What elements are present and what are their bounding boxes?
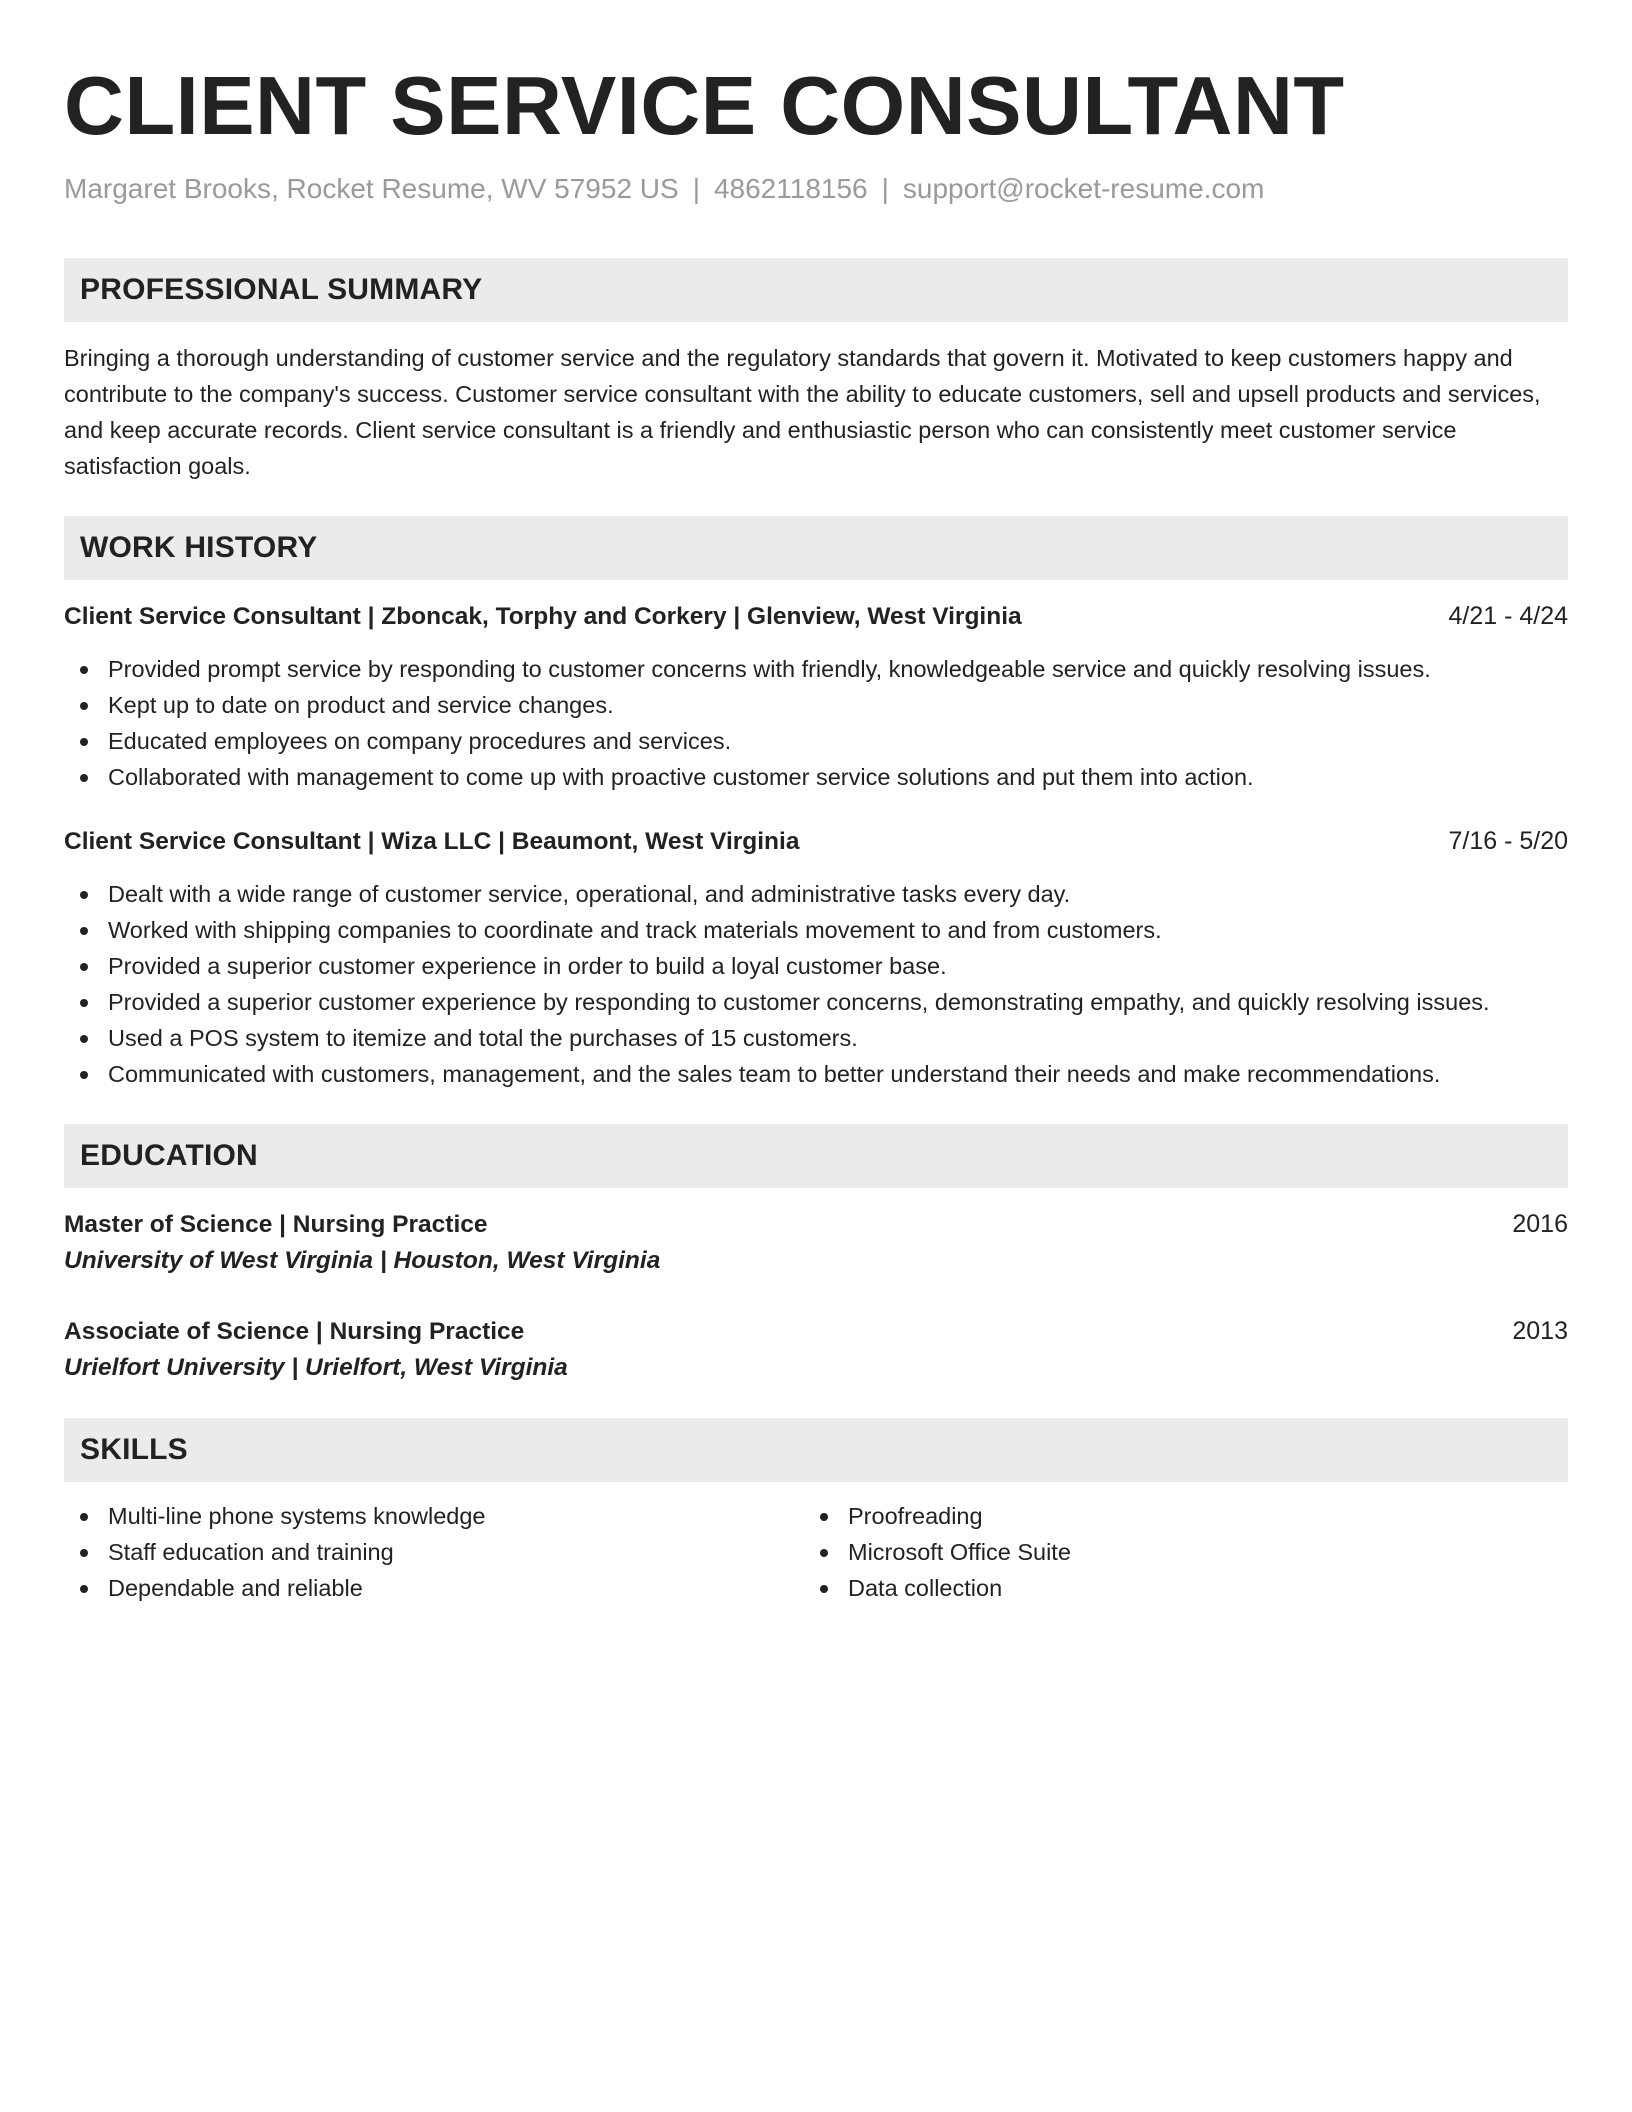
job-bullet-list: [64, 651, 1568, 795]
bullet-text: Worked with shipping companies to coordinate and track materials movement to and from customers.: [108, 917, 1162, 943]
skills-list-left: [64, 1498, 804, 1606]
job-title: Client Service Consultant | Zboncak, Torphy and Corkery | Glenview, West Virginia: [64, 603, 1022, 630]
degree-title: Associate of Science | Nursing Practice: [64, 1318, 525, 1345]
degree-header: [64, 1206, 1568, 1243]
job-bullet: [64, 687, 1568, 723]
bullet-text: Provided prompt service by responding to customer concerns with friendly, knowledgeable service and quickly resolving issues.: [108, 656, 1431, 682]
contact-separator: |: [881, 173, 889, 204]
job-bullet: [64, 723, 1568, 759]
job-dates: 7/16 - 5/20: [1448, 827, 1568, 855]
bullet-icon: [80, 1035, 88, 1043]
school-name: University of West Virginia | Houston, West Virginia: [64, 1247, 661, 1274]
bullet-icon: [80, 1071, 88, 1079]
bullet-icon: [80, 1513, 88, 1521]
job-bullet: [64, 1020, 1568, 1056]
degree-header: [64, 1313, 1568, 1350]
job-title: Client Service Consultant | Wiza LLC | Beaumont, West Virginia: [64, 828, 800, 855]
job-dates: 4/21 - 4/24: [1448, 602, 1568, 630]
job-header: [64, 598, 1568, 635]
bullet-icon: [80, 738, 88, 746]
skill-item: [804, 1534, 1544, 1570]
bullet-icon: [80, 927, 88, 935]
contact-email: support@rocket-resume.com: [902, 173, 1265, 204]
bullet-icon: [820, 1549, 828, 1557]
skill-item: [804, 1570, 1544, 1606]
skill-text: Multi-line phone systems knowledge: [108, 1503, 486, 1529]
bullet-text: Kept up to date on product and service changes.: [108, 692, 614, 718]
bullet-icon: [80, 999, 88, 1007]
degree-title: Master of Science | Nursing Practice: [64, 1211, 488, 1238]
bullet-text: Communicated with customers, management, and the sales team to better understand their needs and make recommendations.: [108, 1061, 1441, 1087]
skill-item: [804, 1498, 1544, 1534]
job-bullet: [64, 759, 1568, 795]
job-header: [64, 823, 1568, 860]
job-bullet: [64, 876, 1568, 912]
skill-item: [64, 1570, 804, 1606]
skill-item: [64, 1498, 804, 1534]
skill-text: Dependable and reliable: [108, 1575, 363, 1601]
contact-separator: |: [692, 173, 700, 204]
job-entry: [64, 823, 1568, 1092]
bullet-text: Provided a superior customer experience in order to build a loyal customer base.: [108, 953, 947, 979]
job-entry: [64, 598, 1568, 795]
education-entry: [64, 1313, 1568, 1386]
bullet-icon: [80, 963, 88, 971]
bullet-text: Collaborated with management to come up with proactive customer service solutions and put them into action.: [108, 764, 1254, 790]
job-bullet: [64, 1056, 1568, 1092]
section-heading-education: EDUCATION: [64, 1124, 1568, 1188]
skill-text: Proofreading: [848, 1503, 983, 1529]
section-heading-summary: PROFESSIONAL SUMMARY: [64, 258, 1568, 322]
bullet-icon: [80, 774, 88, 782]
bullet-icon: [820, 1585, 828, 1593]
skills-columns: [64, 1498, 1568, 1606]
contact-line: [64, 172, 1568, 206]
skill-text: Data collection: [848, 1575, 1003, 1601]
skills-list-right: [804, 1498, 1544, 1606]
education-entry: [64, 1206, 1568, 1279]
bullet-text: Provided a superior customer experience by responding to customer concerns, demonstrating empathy, and quickly resolving issues.: [108, 989, 1490, 1015]
skill-text: Microsoft Office Suite: [848, 1539, 1071, 1565]
bullet-icon: [820, 1513, 828, 1521]
bullet-icon: [80, 1549, 88, 1557]
job-bullet: [64, 651, 1568, 687]
school-name: Urielfort University | Urielfort, West Virginia: [64, 1354, 568, 1381]
bullet-text: Used a POS system to itemize and total the purchases of 15 customers.: [108, 1025, 858, 1051]
contact-address: Margaret Brooks, Rocket Resume, WV 57952 US: [64, 173, 679, 204]
bullet-icon: [80, 666, 88, 674]
degree-year: 2013: [1512, 1317, 1568, 1345]
section-heading-skills: SKILLS: [64, 1418, 1568, 1482]
section-heading-work-history: WORK HISTORY: [64, 516, 1568, 580]
bullet-text: Educated employees on company procedures and services.: [108, 728, 732, 754]
job-bullet: [64, 984, 1568, 1020]
contact-phone: 4862118156: [713, 173, 868, 204]
job-bullet-list: [64, 876, 1568, 1092]
job-bullet: [64, 948, 1568, 984]
skill-text: Staff education and training: [108, 1539, 394, 1565]
bullet-icon: [80, 1585, 88, 1593]
summary-text: Bringing a thorough understanding of customer service and the regulatory standards that govern it. Motivated to keep customers happy and contribute to the company's success. Customer service consultant with the ability to educate customers, sell and upsell products and services, and keep accurate records. Client service consultant is a friendly and enthusiastic person who can consistently meet customer service satisfaction goals.: [64, 345, 1541, 479]
job-bullet: [64, 912, 1568, 948]
bullet-icon: [80, 891, 88, 899]
resume-title: CLIENT SERVICE CONSULTANT: [64, 59, 1345, 152]
bullet-text: Dealt with a wide range of customer service, operational, and administrative tasks every day.: [108, 881, 1071, 907]
degree-year: 2016: [1512, 1210, 1568, 1238]
skill-item: [64, 1534, 804, 1570]
bullet-icon: [80, 702, 88, 710]
